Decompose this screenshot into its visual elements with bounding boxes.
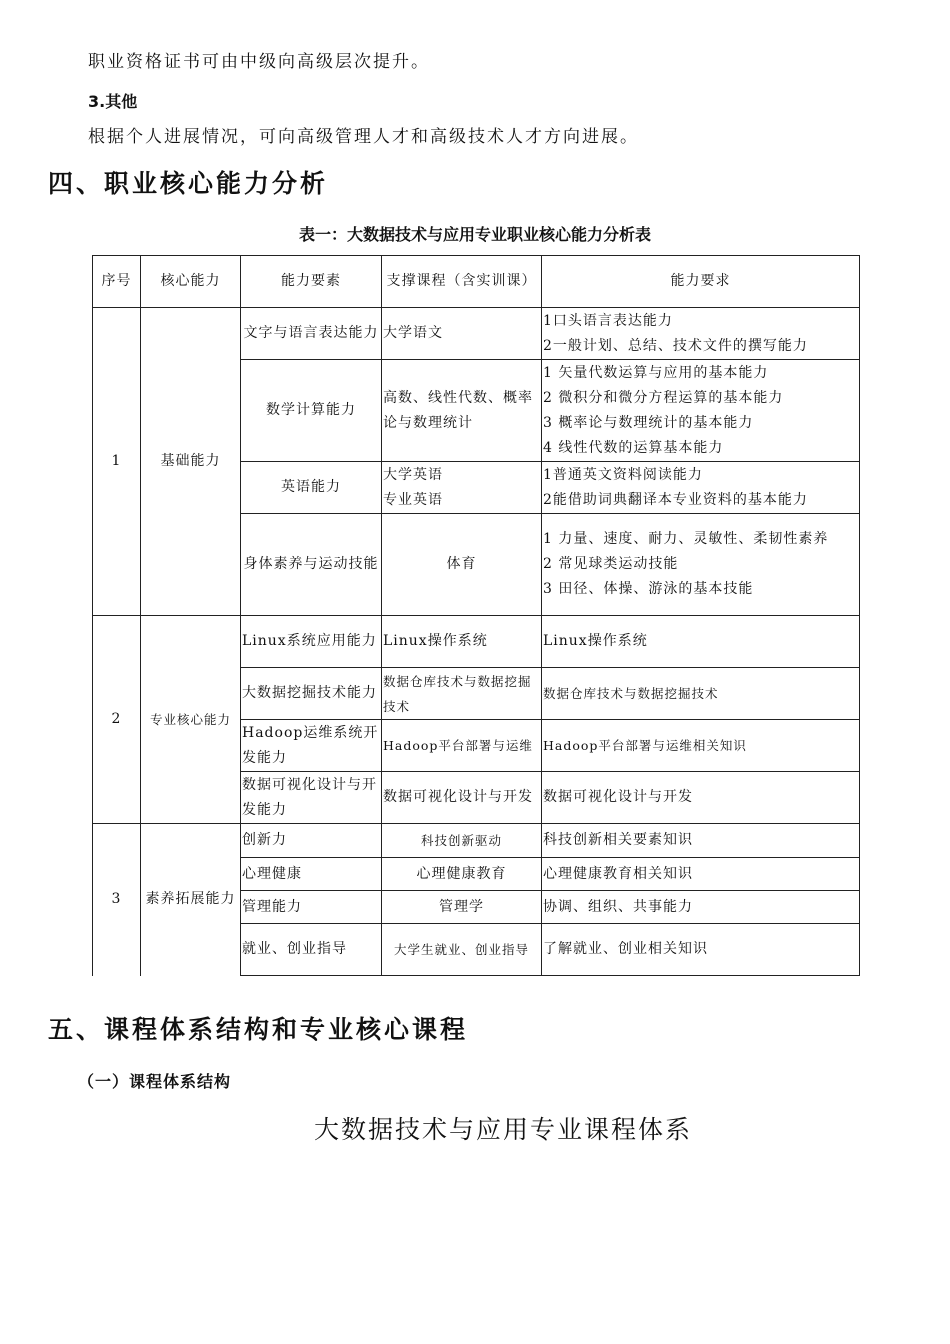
table-header-row bbox=[93, 256, 860, 308]
ability-requirement: 1普通英文资料阅读能力 2能借助词典翻译本专业资料的基本能力 bbox=[542, 462, 860, 514]
ability-requirement: 科技创新相关要素知识 bbox=[542, 824, 860, 858]
ability-element: Hadoop运维系统开发能力 bbox=[241, 720, 382, 772]
ability-requirement: 了解就业、创业相关知识 bbox=[542, 924, 860, 976]
ability-requirement: Hadoop平台部署与运维相关知识 bbox=[542, 720, 860, 772]
section-4-heading: 四、职业核心能力分析 bbox=[48, 169, 329, 198]
other-paragraph: 根据个人进展情况，可向高级管理人才和高级技术人才方向进展。 bbox=[88, 127, 639, 147]
support-course: 大学英语 专业英语 bbox=[382, 462, 542, 514]
ability-element: 管理能力 bbox=[241, 891, 382, 924]
support-course: 体育 bbox=[382, 514, 542, 616]
ability-element: 文字与语言表达能力 bbox=[241, 308, 382, 360]
header-no: 序号 bbox=[93, 256, 141, 308]
support-course: 大学语文 bbox=[382, 308, 542, 360]
ability-requirement: 协调、组织、共事能力 bbox=[542, 891, 860, 924]
core-ability-table bbox=[92, 255, 860, 976]
section-5-heading: 五、课程体系结构和专业核心课程 bbox=[48, 1015, 469, 1044]
ability-requirement: Linux操作系统 bbox=[542, 616, 860, 668]
ability-element: 身体素养与运动技能 bbox=[241, 514, 382, 616]
ability-element: 创新力 bbox=[241, 824, 382, 858]
support-course: 心理健康教育 bbox=[382, 858, 542, 891]
ability-element: 数学计算能力 bbox=[241, 360, 382, 462]
ability-requirement: 1口头语言表达能力 2一般计划、总结、技术文件的撰写能力 bbox=[542, 308, 860, 360]
support-course: 大学生就业、创业指导 bbox=[382, 924, 542, 976]
core-ability: 专业核心能力 bbox=[141, 616, 241, 824]
header-ability-element: 能力要素 bbox=[241, 256, 382, 308]
header-support-course: 支撑课程（含实训课） bbox=[382, 256, 542, 308]
ability-requirement: 数据可视化设计与开发 bbox=[542, 772, 860, 824]
row-number: 3 bbox=[93, 824, 141, 976]
support-course: 管理学 bbox=[382, 891, 542, 924]
row-number: 1 bbox=[93, 308, 141, 616]
header-core-ability: 核心能力 bbox=[141, 256, 241, 308]
table-caption: 表一：大数据技术与应用专业职业核心能力分析表 bbox=[298, 225, 651, 244]
ability-element: 英语能力 bbox=[241, 462, 382, 514]
ability-element: 就业、创业指导 bbox=[241, 924, 382, 976]
ability-element: 大数据挖掘技术能力 bbox=[241, 668, 382, 720]
support-course: 数据可视化设计与开发 bbox=[382, 772, 542, 824]
subsection-other-heading: 3.其他 bbox=[88, 92, 138, 111]
support-course: Linux操作系统 bbox=[382, 616, 542, 668]
header-requirement: 能力要求 bbox=[542, 256, 860, 308]
support-course: 高数、线性代数、概率论与数理统计 bbox=[382, 360, 542, 462]
table-row bbox=[93, 824, 860, 858]
ability-element: 数据可视化设计与开发能力 bbox=[241, 772, 382, 824]
ability-requirement: 1 力量、速度、耐力、灵敏性、柔韧性素养 2 常见球类运动技能 3 田径、体操、游泳的基本技能 bbox=[542, 514, 860, 616]
table-row bbox=[93, 308, 860, 360]
intro-line: 职业资格证书可由中级向高级层次提升。 bbox=[88, 52, 430, 72]
core-ability: 素养拓展能力 bbox=[141, 824, 241, 976]
support-course: 科技创新驱动 bbox=[382, 824, 542, 858]
support-course: 数据仓库技术与数据挖掘技术 bbox=[382, 668, 542, 720]
row-number: 2 bbox=[93, 616, 141, 824]
course-system-diagram-title: 大数据技术与应用专业课程体系 bbox=[313, 1115, 692, 1144]
ability-requirement: 心理健康教育相关知识 bbox=[542, 858, 860, 891]
ability-element: 心理健康 bbox=[241, 858, 382, 891]
table-row bbox=[93, 616, 860, 668]
ability-requirement: 数据仓库技术与数据挖掘技术 bbox=[542, 668, 860, 720]
support-course: Hadoop平台部署与运维 bbox=[382, 720, 542, 772]
subsection-1-heading: （一）课程体系结构 bbox=[78, 1072, 232, 1091]
ability-requirement: 1 矢量代数运算与应用的基本能力 2 微积分和微分方程运算的基本能力 3 概率论与数理统计的基本能力 4 线性代数的运算基本能力 bbox=[542, 360, 860, 462]
core-ability: 基础能力 bbox=[141, 308, 241, 616]
ability-element: Linux系统应用能力 bbox=[241, 616, 382, 668]
